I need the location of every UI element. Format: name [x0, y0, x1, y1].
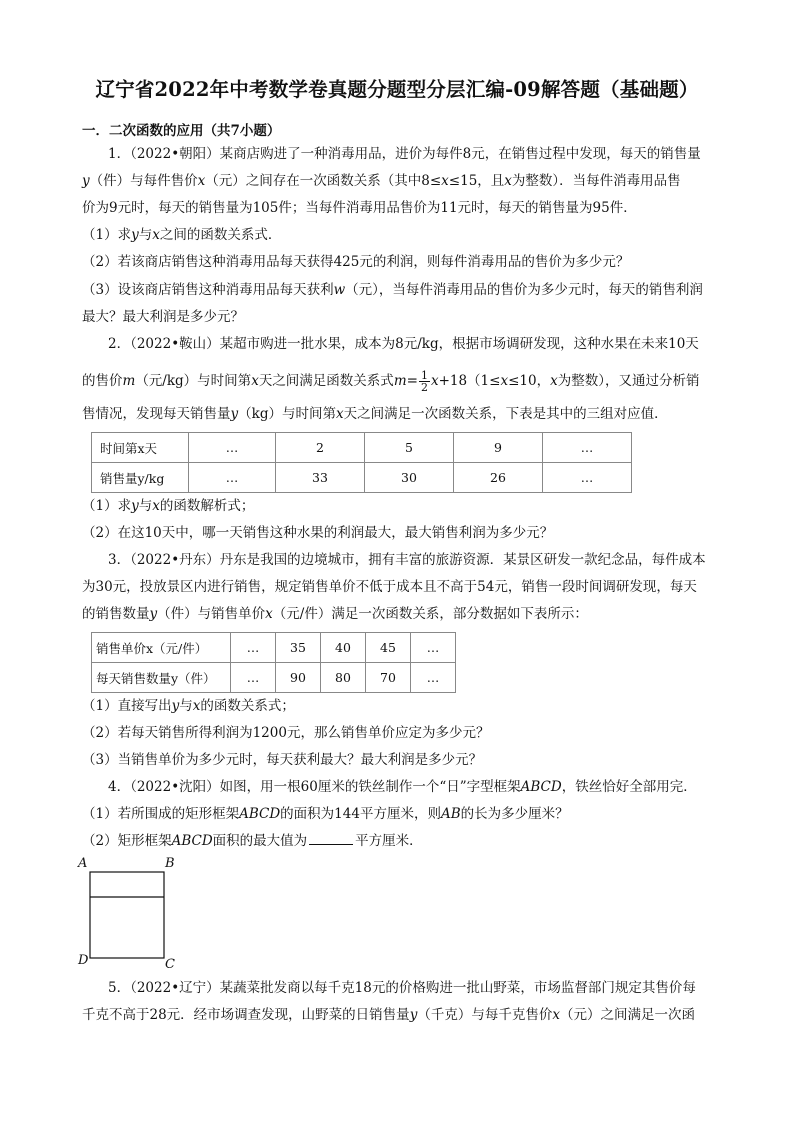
q1-part-3: （3）设该商店销售这种消毒用品每天获利w（元），当每件消毒用品的售价为多少元时，每天的销售利润: [82, 282, 703, 298]
q2-line-3: 售情况，发现每天销售量y（kg）与时间第x天之间满足一次函数关系，下表是其中的三组对应值．: [82, 406, 668, 422]
q2-data-table: [91, 432, 632, 493]
table-row: [92, 463, 632, 493]
section-heading: 一．二次函数的应用（共7小题）: [82, 123, 281, 139]
q3-part-2: （2）若每天销售所得利润为1200元，那么销售单价应定为多少元？: [82, 725, 490, 741]
q2-part-2: （2）在这10天中，哪一天销售这种水果的利润最大，最大销售利润为多少元？: [82, 525, 554, 541]
vertex-label-c: C: [165, 957, 175, 972]
table-cell: 70: [366, 663, 411, 693]
vertex-label-d: D: [78, 953, 89, 968]
table-cell: …: [411, 633, 456, 663]
q1-line-2: y（件）与每件售价x（元）之间存在一次函数关系（其中8≤x≤15，且x为整数）．当每件消毒用品售: [82, 173, 681, 189]
table-cell: 45: [366, 633, 411, 663]
q2-line-1: 2．（2022•鞍山）某超市购进一批水果，成本为8元/kg，根据市场调研发现，这种水果在未来10天: [108, 336, 699, 352]
table-cell: 时间第x天: [92, 433, 189, 463]
q1-line-1: 1．（2022•朝阳）某商店购进了一种消毒用品，进价为每件8元，在销售过程中发现，每天的销售量: [108, 146, 701, 162]
q3-data-table: [91, 632, 456, 693]
table-cell: …: [411, 663, 456, 693]
q4-line-1: 4．（2022•沈阳）如图，用一根60厘米的铁丝制作一个“日”字型框架ABCD，铁丝恰好全部用完．: [108, 779, 697, 795]
table-cell: 30: [365, 463, 454, 493]
q2-part-1: （1）求y与x的函数解析式；: [82, 498, 255, 514]
frame-rectangle: [90, 872, 164, 958]
document-title: 辽宁省2022年中考数学卷真题分题型分层汇编-09解答题（基础题）: [95, 78, 699, 101]
table-row: [92, 663, 456, 693]
table-row: [92, 633, 456, 663]
q5-line-1: 5．（2022•辽宁）某蔬菜批发商以每千克18元的价格购进一批山野菜，市场监督部门规定其售价每: [108, 980, 696, 996]
q3-line-2: 为30元，投放景区内进行销售，规定销售单价不低于成本且不高于54元，销售一段时间调研发现，每天: [82, 579, 697, 595]
vertex-label-b: B: [165, 856, 175, 871]
table-cell: …: [543, 463, 632, 493]
q3-part-3: （3）当销售单价为多少元时，每天获利最大？最大利润是多少元？: [82, 752, 483, 768]
table-cell: 33: [276, 463, 365, 493]
table-cell: 销售量y/kg: [92, 463, 189, 493]
q3-line-3: 的销售数量y（件）与销售单价x（元/件）满足一次函数关系，部分数据如下表所示：: [82, 606, 588, 622]
table-cell: …: [231, 633, 276, 663]
table-cell: 26: [454, 463, 543, 493]
table-row: [92, 433, 632, 463]
table-cell: 2: [276, 433, 365, 463]
table-cell: …: [189, 463, 276, 493]
q1-part-1: （1）求y与x之间的函数关系式．: [82, 227, 282, 243]
table-cell: 每天销售数量y（件）: [92, 663, 231, 693]
table-cell: …: [231, 663, 276, 693]
q4-part-1: （1）若所围成的矩形框架ABCD的面积为144平方厘米，则AB的长为多少厘米？: [82, 806, 569, 822]
q5-line-2: 千克不高于28元．经市场调查发现，山野菜的日销售量y（千克）与每千克售价x（元）之间满足一次函: [82, 1007, 695, 1023]
q1-part-2: （2）若该商店销售这种消毒用品每天获得425元的利润，则每件消毒用品的售价为多少元？: [82, 254, 630, 270]
q3-line-1: 3．（2022•丹东）丹东是我国的边境城市，拥有丰富的旅游资源．某景区研发一款纪念品，每件成本: [108, 552, 706, 568]
table-cell: 90: [276, 663, 321, 693]
answer-blank[interactable]: [309, 832, 353, 845]
table-cell: 40: [321, 633, 366, 663]
table-cell: …: [543, 433, 632, 463]
q4-part-2: （2）矩形框架ABCD面积的最大值为 平方厘米．: [82, 833, 423, 849]
frame-figure: [72, 856, 192, 976]
table-cell: 80: [321, 663, 366, 693]
table-cell: 5: [365, 433, 454, 463]
table-cell: 35: [276, 633, 321, 663]
table-cell: …: [189, 433, 276, 463]
table-cell: 销售单价x（元/件）: [92, 633, 231, 663]
q2-line-2: 的售价m（元/kg）与时间第x天之间满足函数关系式m= $\frac{1}{2}$ x+18（1≤x≤10，x为整数），又通过分析销: [82, 369, 700, 394]
q1-part-3-cont: 最大？最大利润是多少元？: [82, 309, 244, 325]
fraction-one-half: $\frac{1}{2}$: [420, 369, 428, 394]
vertex-label-a: A: [78, 856, 88, 871]
q1-line-3: 价为9元时，每天的销售量为105件；当每件消毒用品售价为11元时，每天的销售量为95件．: [82, 200, 637, 216]
table-cell: 9: [454, 433, 543, 463]
q3-part-1: （1）直接写出y与x的函数关系式；: [82, 698, 295, 714]
